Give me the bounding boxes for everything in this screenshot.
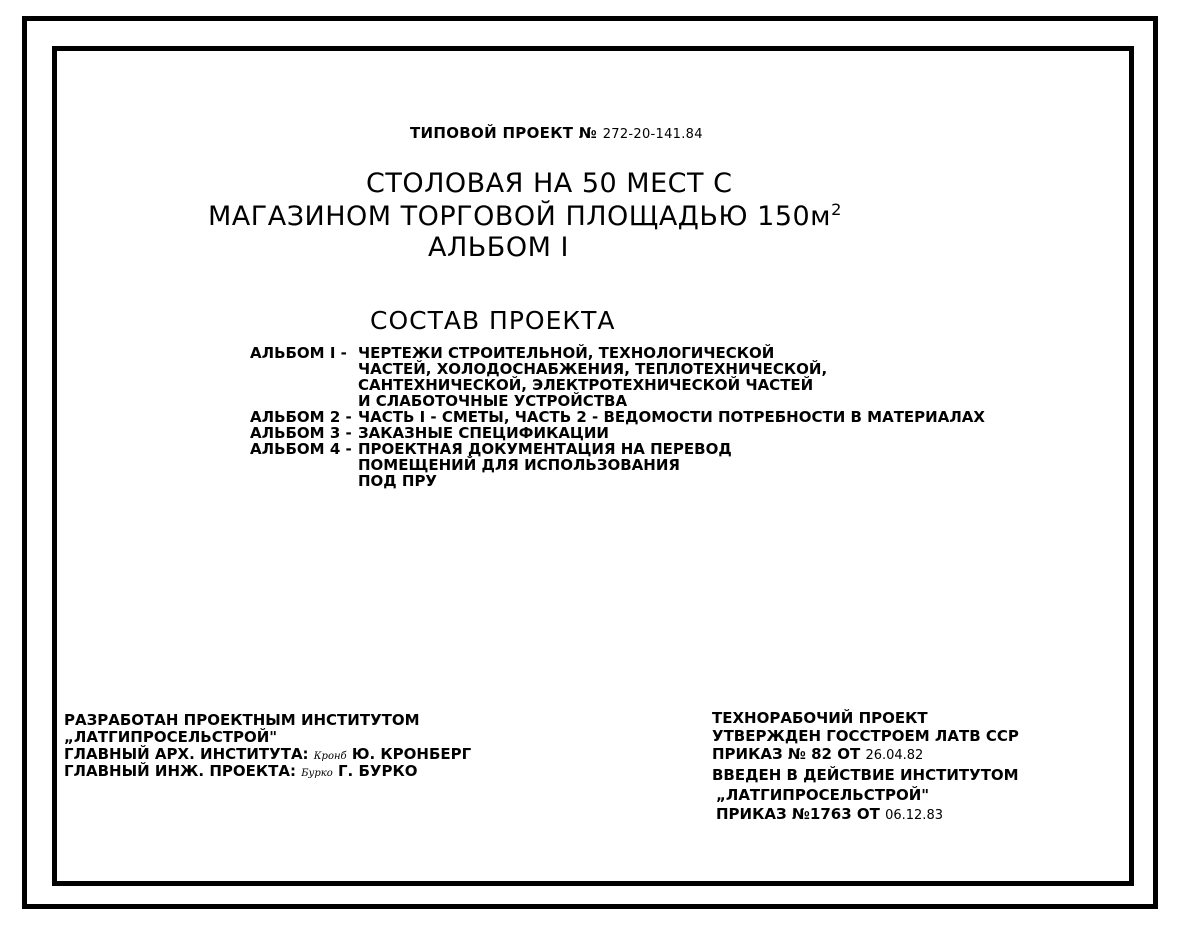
approval-order-2-date: 06.12.83 xyxy=(885,808,943,823)
approval-order-1-date: 26.04.82 xyxy=(865,748,924,763)
approval-order-1 xyxy=(712,746,923,764)
title-album: АЛЬБОМ I xyxy=(428,232,569,263)
album-4-label: АЛЬБОМ 4 - xyxy=(250,440,352,458)
album-1-line-2: ЧАСТЕЙ, ХОЛОДОСНАБЖЕНИЯ, ТЕПЛОТЕХНИЧЕСКОЙ, xyxy=(358,360,828,378)
chief-architect-name: Ю. КРОНБЕРГ xyxy=(351,745,472,763)
chief-engineer-label: ГЛАВНЫЙ ИНЖ. ПРОЕКТА: xyxy=(64,762,296,780)
title-line-1: СТОЛОВАЯ НА 50 МЕСТ С xyxy=(366,168,733,199)
album-1-line-1: ЧЕРТЕЖИ СТРОИТЕЛЬНОЙ, ТЕХНОЛОГИЧЕСКОЙ xyxy=(358,344,775,362)
chief-engineer-signature: Бурко xyxy=(301,768,333,779)
project-number: 272-20-141.84 xyxy=(602,127,703,142)
composition-heading: СОСТАВ ПРОЕКТА xyxy=(370,306,616,335)
album-4-line-2: ПОМЕЩЕНИЙ ДЛЯ ИСПОЛЬЗОВАНИЯ xyxy=(358,456,680,474)
chief-architect-label: ГЛАВНЫЙ АРХ. ИНСТИТУТА: xyxy=(64,745,309,763)
chief-architect-signature: Кронб xyxy=(313,751,347,762)
title-line-2-superscript: 2 xyxy=(831,200,842,219)
album-2-label: АЛЬБОМ 2 - xyxy=(250,408,352,426)
approval-line-4: ВВЕДЕН В ДЕЙСТВИЕ ИНСТИТУТОМ xyxy=(712,766,1019,784)
project-header xyxy=(410,124,703,142)
album-4-line-3: ПОД ПРУ xyxy=(358,472,437,490)
project-header-label: ТИПОВОЙ ПРОЕКТ № xyxy=(410,124,598,142)
album-4-line-1: ПРОЕКТНАЯ ДОКУМЕНТАЦИЯ НА ПЕРЕВОД xyxy=(358,440,732,458)
approval-line-2: УТВЕРЖДЕН ГОССТРОЕМ ЛАТВ ССР xyxy=(712,727,1019,745)
approval-order-2 xyxy=(716,806,943,824)
approval-order-1-label: ПРИКАЗ № 82 ОТ xyxy=(712,745,861,763)
chief-engineer-row xyxy=(64,763,417,782)
title-line-2-text: МАГАЗИНОМ ТОРГОВОЙ ПЛОЩАДЬЮ 150м xyxy=(208,201,832,232)
album-2-line-1: ЧАСТЬ I - СМЕТЫ, ЧАСТЬ 2 - ВЕДОМОСТИ ПОТРЕБНОСТИ В МАТЕРИАЛАХ xyxy=(358,408,985,426)
developer-line-1: РАЗРАБОТАН ПРОЕКТНЫМ ИНСТИТУТОМ xyxy=(64,711,420,729)
approval-order-2-label: ПРИКАЗ №1763 ОТ xyxy=(716,805,880,823)
album-1-line-4: И СЛАБОТОЧНЫЕ УСТРОЙСТВА xyxy=(358,392,628,410)
approval-line-5: „ЛАТГИПРОСЕЛЬСТРОЙ" xyxy=(716,786,930,804)
title-line-2 xyxy=(208,200,842,232)
developer-line-2: „ЛАТГИПРОСЕЛЬСТРОЙ" xyxy=(64,728,278,746)
album-1-line-3: САНТЕХНИЧЕСКОЙ, ЭЛЕКТРОТЕХНИЧЕСКОЙ ЧАСТЕЙ xyxy=(358,376,814,394)
album-3-line-1: ЗАКАЗНЫЕ СПЕЦИФИКАЦИИ xyxy=(358,424,609,442)
album-1-label: АЛЬБОМ I - xyxy=(250,344,347,362)
approval-line-1: ТЕХНОРАБОЧИЙ ПРОЕКТ xyxy=(712,709,928,727)
album-3-label: АЛЬБОМ 3 - xyxy=(250,424,352,442)
chief-engineer-name: Г. БУРКО xyxy=(337,762,418,780)
